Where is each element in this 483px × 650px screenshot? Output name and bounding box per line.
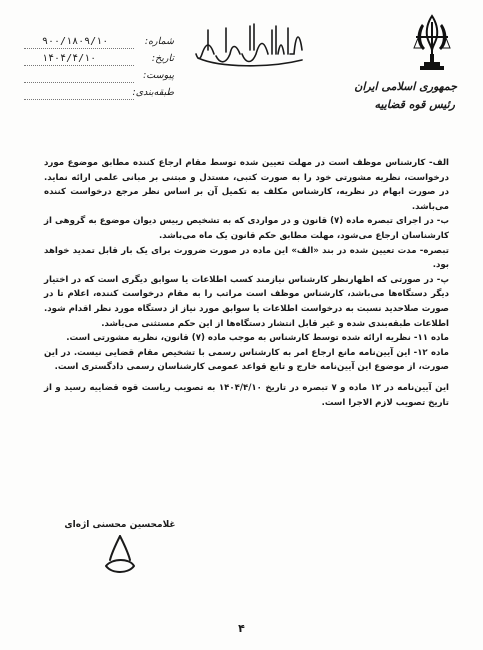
classification-label: طبقه‌بندی: — [132, 87, 174, 98]
meta-number — [24, 36, 174, 53]
page-number: ۴ — [238, 622, 245, 635]
attachment-label: پیوست: — [143, 70, 174, 81]
organization-name: جمهوری اسلامی ایران — [354, 80, 457, 93]
number-label: شماره: — [144, 36, 174, 47]
paragraph-be: ب- در اجرای تبصره ماده (۷) قانون و در مواردی که به تشخیص رییس دیوان موضوع به گروهی از کارشناسان ارجاع می‌شود، مهلت مطابق حکم قانون یک ماه می‌باشد. — [44, 216, 449, 241]
signatory-name: غلامحسین محسنی اژه‌ای — [64, 520, 176, 530]
paragraph-alef: الف- کارشناس موظف است در مهلت تعیین شده توسط مقام ارجاع کننده مطابق موضوع مورد درخواست، نظریه مشورتی خود را به صورت کتبی، مستدل و مبتنی بر مبانی علمی ارائه نماید. در صورت ابهام در نظریه، کارشناس مکلف به تکمیل آن بر اساس نظر مرجع درخواست کننده می‌باشد. — [44, 158, 449, 212]
meta-attachment — [24, 70, 174, 87]
date-value: ۱۴۰۴/۴/۱۰ — [42, 53, 97, 64]
paragraph-closing: این آیین‌نامه در ۱۲ ماده و ۷ تبصره در تاریخ ۱۴۰۴/۴/۱۰ به تصویب ریاست قوه قضاییه رسید و از تاریخ تصویب لازم الاجرا است. — [44, 382, 449, 408]
meta-date — [24, 53, 174, 70]
letter-metadata — [24, 36, 174, 104]
paragraph-pe: پ- در صورتی که اظهارنظر کارشناس نیازمند کسب اطلاعات یا سوابق دیگری است که در اختیار دیگر دستگاه‌ها می‌باشد، کارشناس موظف است مراتب را به مقام درخواست کننده، اعلام تا در صورت صلاحدید نسبت به درخواست اطلاعات یا سوابق مورد نیاز از دستگاه مورد نظر اقدام شود. اطلاعات طبقه‌بندی شده و غیر قابل انتشار دستگاه‌ها از این حکم مستثنی می‌باشد. — [44, 274, 449, 329]
number-value: ۹۰۰/۱۸۰۹/۱۰ — [42, 36, 109, 47]
date-label: تاریخ: — [151, 53, 174, 64]
office-title: رئیس قوه قضاییه — [374, 98, 455, 111]
paragraph-article-11: ماده ۱۱- نظریه ارائه شده توسط کارشناس به موجب ماده (۷) قانون، نظریه مشورتی است. — [66, 333, 449, 344]
paragraph-article-12: ماده ۱۲- این آیین‌نامه مانع ارجاع امر به کارشناس رسمی با تشخیص مقام قضایی نیست. در این صورت، از موضوع این آیین‌نامه خارج و تابع قواعد عمومی کارشناسان رسمی دادگستری است. — [44, 347, 449, 373]
signature-block — [60, 520, 180, 578]
handwritten-signature — [90, 532, 150, 578]
bismillah-calligraphy — [190, 20, 310, 74]
meta-classification — [24, 87, 174, 104]
letter-body — [44, 156, 449, 410]
iran-emblem-icon — [410, 12, 454, 74]
paragraph-note: تبصره- مدت تعیین شده در بند «الف» این ماده در صورت ضرورت برای یک بار قابل تمدید خواهد بود. — [44, 245, 449, 271]
